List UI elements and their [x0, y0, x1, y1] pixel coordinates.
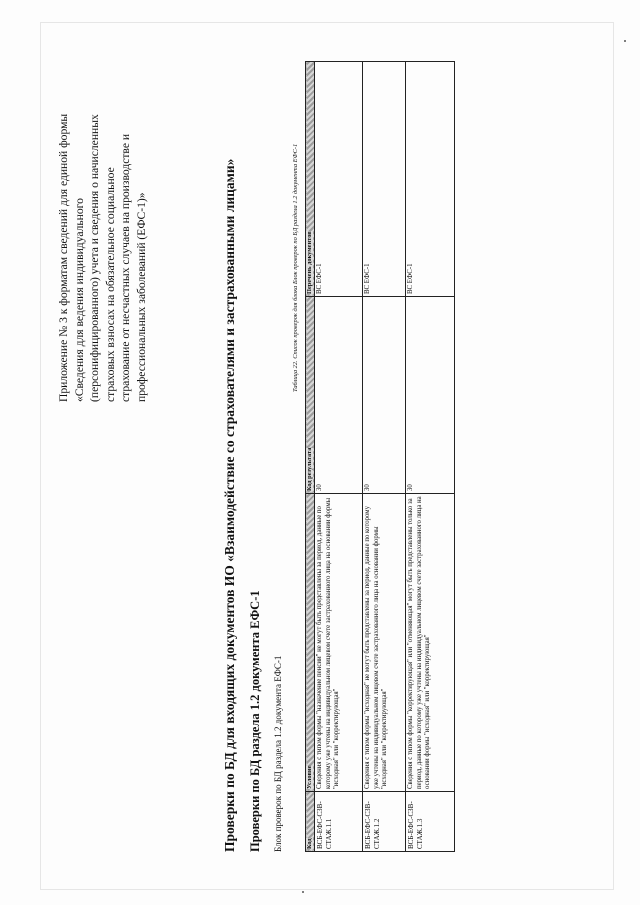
- scan-speck: [302, 891, 304, 893]
- appendix-note: [56, 62, 150, 402]
- block-title: Блок проверок по БД раздела 1.2 документа ЕФС-1: [273, 655, 283, 852]
- subsection-heading: Проверки по БД раздела 1.2 документа ЕФС-1: [248, 590, 262, 852]
- appendix-line: страхование от несчастных случаев на производстве и: [119, 133, 133, 402]
- appendix-line: «Сведения для ведения индивидуального: [72, 198, 86, 402]
- table-row: [406, 62, 455, 852]
- cell-condition: Сведения с типом формы "назначение пенсии" не могут быть представлены за период, данные по которому уже учтены на индивидуальном лицевом счете застрахованного лица на основании формы "исходная" или "корректирующая": [315, 494, 363, 792]
- header-result-code: Код результата: [306, 297, 315, 494]
- cell-documents: ВС ЕФС-1: [363, 62, 406, 297]
- appendix-line: (персонифицированного) учета и сведения о начисленных: [88, 114, 102, 402]
- cell-result-code: 30: [406, 297, 455, 494]
- appendix-line: страховых взносах на обязательное социальное: [103, 167, 117, 402]
- table-caption: Таблица 22. Список проверок для блока Блок проверок по БД раздела 1.2 документа ЕФС-1: [292, 143, 299, 392]
- cell-documents: ВС ЕФС-1: [406, 62, 455, 297]
- cell-code: ВСБ-ЕФС-СЗВ-СТАЖ.1.3: [406, 792, 455, 852]
- cell-condition: Сведения с типом формы "корректирующая" или "отменяющая" могут быть представлены только за период, данные по которому уже учтены на индивидуальном лицевом счете застрахованного лица на основании формы "исходная" или "корректирующая": [406, 494, 455, 792]
- table-header-row: [306, 62, 315, 852]
- header-documents: Перечень документов: [306, 62, 315, 297]
- cell-documents: ВС ЕФС-1: [315, 62, 363, 297]
- checks-table: [305, 61, 455, 852]
- cell-result-code: 30: [363, 297, 406, 494]
- scan-speck: [624, 40, 626, 42]
- table-row: [363, 62, 406, 852]
- appendix-line: профессиональных заболеваний (ЕФС-1)»: [134, 192, 148, 402]
- cell-result-code: 30: [315, 297, 363, 494]
- header-condition: Условие: [306, 494, 315, 792]
- cell-code: ВСБ-ЕФС-СЗВ-СТАЖ.1.2: [363, 792, 406, 852]
- header-code: Код: [306, 792, 315, 852]
- section-heading: Проверки по БД для входящих документов ИО «Взаимодействие со страхователями и застрахованными лицами»: [222, 158, 237, 852]
- table-row: [315, 62, 363, 852]
- rotated-document: [50, 32, 610, 872]
- appendix-line: Приложение № 3 к форматам сведений для единой формы: [57, 113, 70, 402]
- cell-condition: Сведения с типом формы "исходная" не могут быть представлены за период, данные по которому уже учтены на индивидуальном лицевом счете застрахованного лица на основании формы "исходная" или "корректирующая": [363, 494, 406, 792]
- cell-code: ВСБ-ЕФС-СЗВ-СТАЖ.1.1: [315, 792, 363, 852]
